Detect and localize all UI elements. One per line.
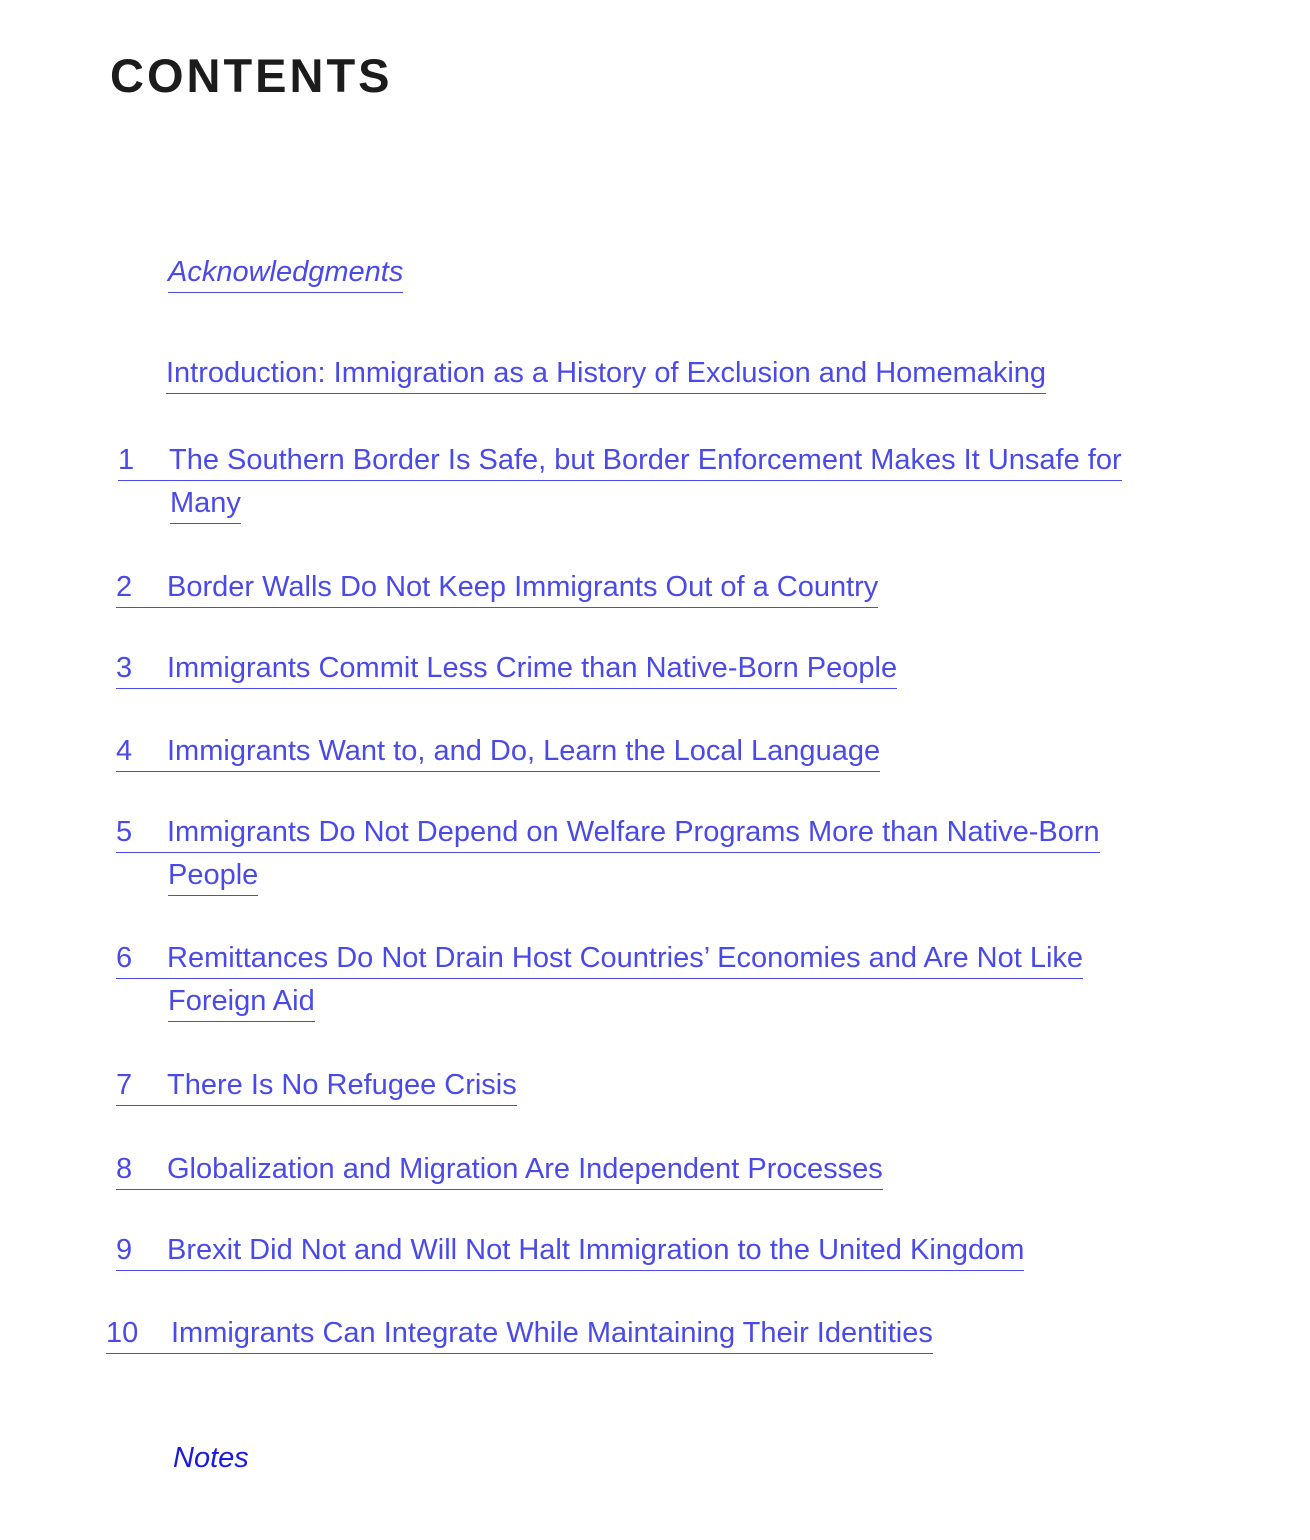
toc-link-acknowledgments[interactable] [168, 252, 403, 293]
toc-line [116, 812, 1100, 853]
chapter-number: 2 [116, 571, 133, 603]
toc-line: Foreign Aid [168, 981, 315, 1022]
toc-link-chapter-7[interactable] [116, 1065, 517, 1106]
toc-line [116, 1230, 1024, 1271]
toc-link-chapter-6[interactable] [116, 938, 1083, 1023]
chapter-number: 7 [116, 1069, 133, 1101]
page-title: CONTENTS [110, 49, 393, 102]
chapter-number: 3 [116, 652, 133, 684]
toc-line [116, 648, 897, 689]
toc-link-chapter-4[interactable] [116, 731, 880, 772]
toc-line [116, 731, 880, 772]
toc-line: People [168, 855, 258, 896]
chapter-title-line: Globalization and Migration Are Independent Processes [167, 1153, 883, 1185]
chapter-title-line: Immigrants Do Not Depend on Welfare Programs More than Native-Born [167, 816, 1100, 848]
toc-line [116, 938, 1083, 979]
chapter-number: 9 [116, 1234, 133, 1266]
chapter-title-line: Immigrants Commit Less Crime than Native-Born People [167, 652, 898, 684]
chapter-title-line: Immigrants Want to, and Do, Learn the Local Language [167, 735, 881, 767]
chapter-title-line: Border Walls Do Not Keep Immigrants Out of a Country [167, 571, 879, 603]
chapter-title-line: The Southern Border Is Safe, but Border Enforcement Makes It Unsafe for [169, 444, 1122, 476]
toc-link-chapter-8[interactable] [116, 1149, 883, 1190]
chapter-title-line: Remittances Do Not Drain Host Countries’ Economies and Are Not Like [167, 942, 1084, 974]
chapter-number: 1 [118, 444, 135, 476]
toc-link-notes[interactable] [173, 1436, 249, 1480]
toc-line [106, 1313, 933, 1354]
toc-line [116, 567, 878, 608]
toc-line: Many [170, 483, 241, 524]
chapter-title-line: There Is No Refugee Crisis [167, 1069, 517, 1101]
toc-link-chapter-9[interactable] [116, 1230, 1024, 1271]
toc-line [118, 440, 1122, 481]
toc-link-chapter-2[interactable] [116, 567, 878, 608]
toc-link-chapter-10[interactable] [106, 1313, 933, 1354]
toc-link-chapter-5[interactable] [116, 812, 1100, 897]
toc-line: Introduction: Immigration as a History of Exclusion and Homemaking [166, 353, 1046, 394]
chapter-title-line: Immigrants Can Integrate While Maintaining Their Identities [171, 1317, 933, 1349]
chapter-title-line: Brexit Did Not and Will Not Halt Immigration to the United Kingdom [167, 1234, 1025, 1266]
toc-link-introduction[interactable] [166, 353, 1046, 394]
chapter-number: 6 [116, 942, 133, 974]
chapter-number: 10 [106, 1317, 139, 1349]
toc-line: Acknowledgments [168, 252, 403, 293]
toc-link-chapter-1[interactable] [118, 440, 1122, 525]
toc-line [116, 1065, 517, 1106]
chapter-number: 8 [116, 1153, 133, 1185]
toc-line: Notes [173, 1442, 249, 1474]
toc-line [116, 1149, 883, 1190]
toc-link-chapter-3[interactable] [116, 648, 897, 689]
chapter-number: 5 [116, 816, 133, 848]
chapter-number: 4 [116, 735, 133, 767]
